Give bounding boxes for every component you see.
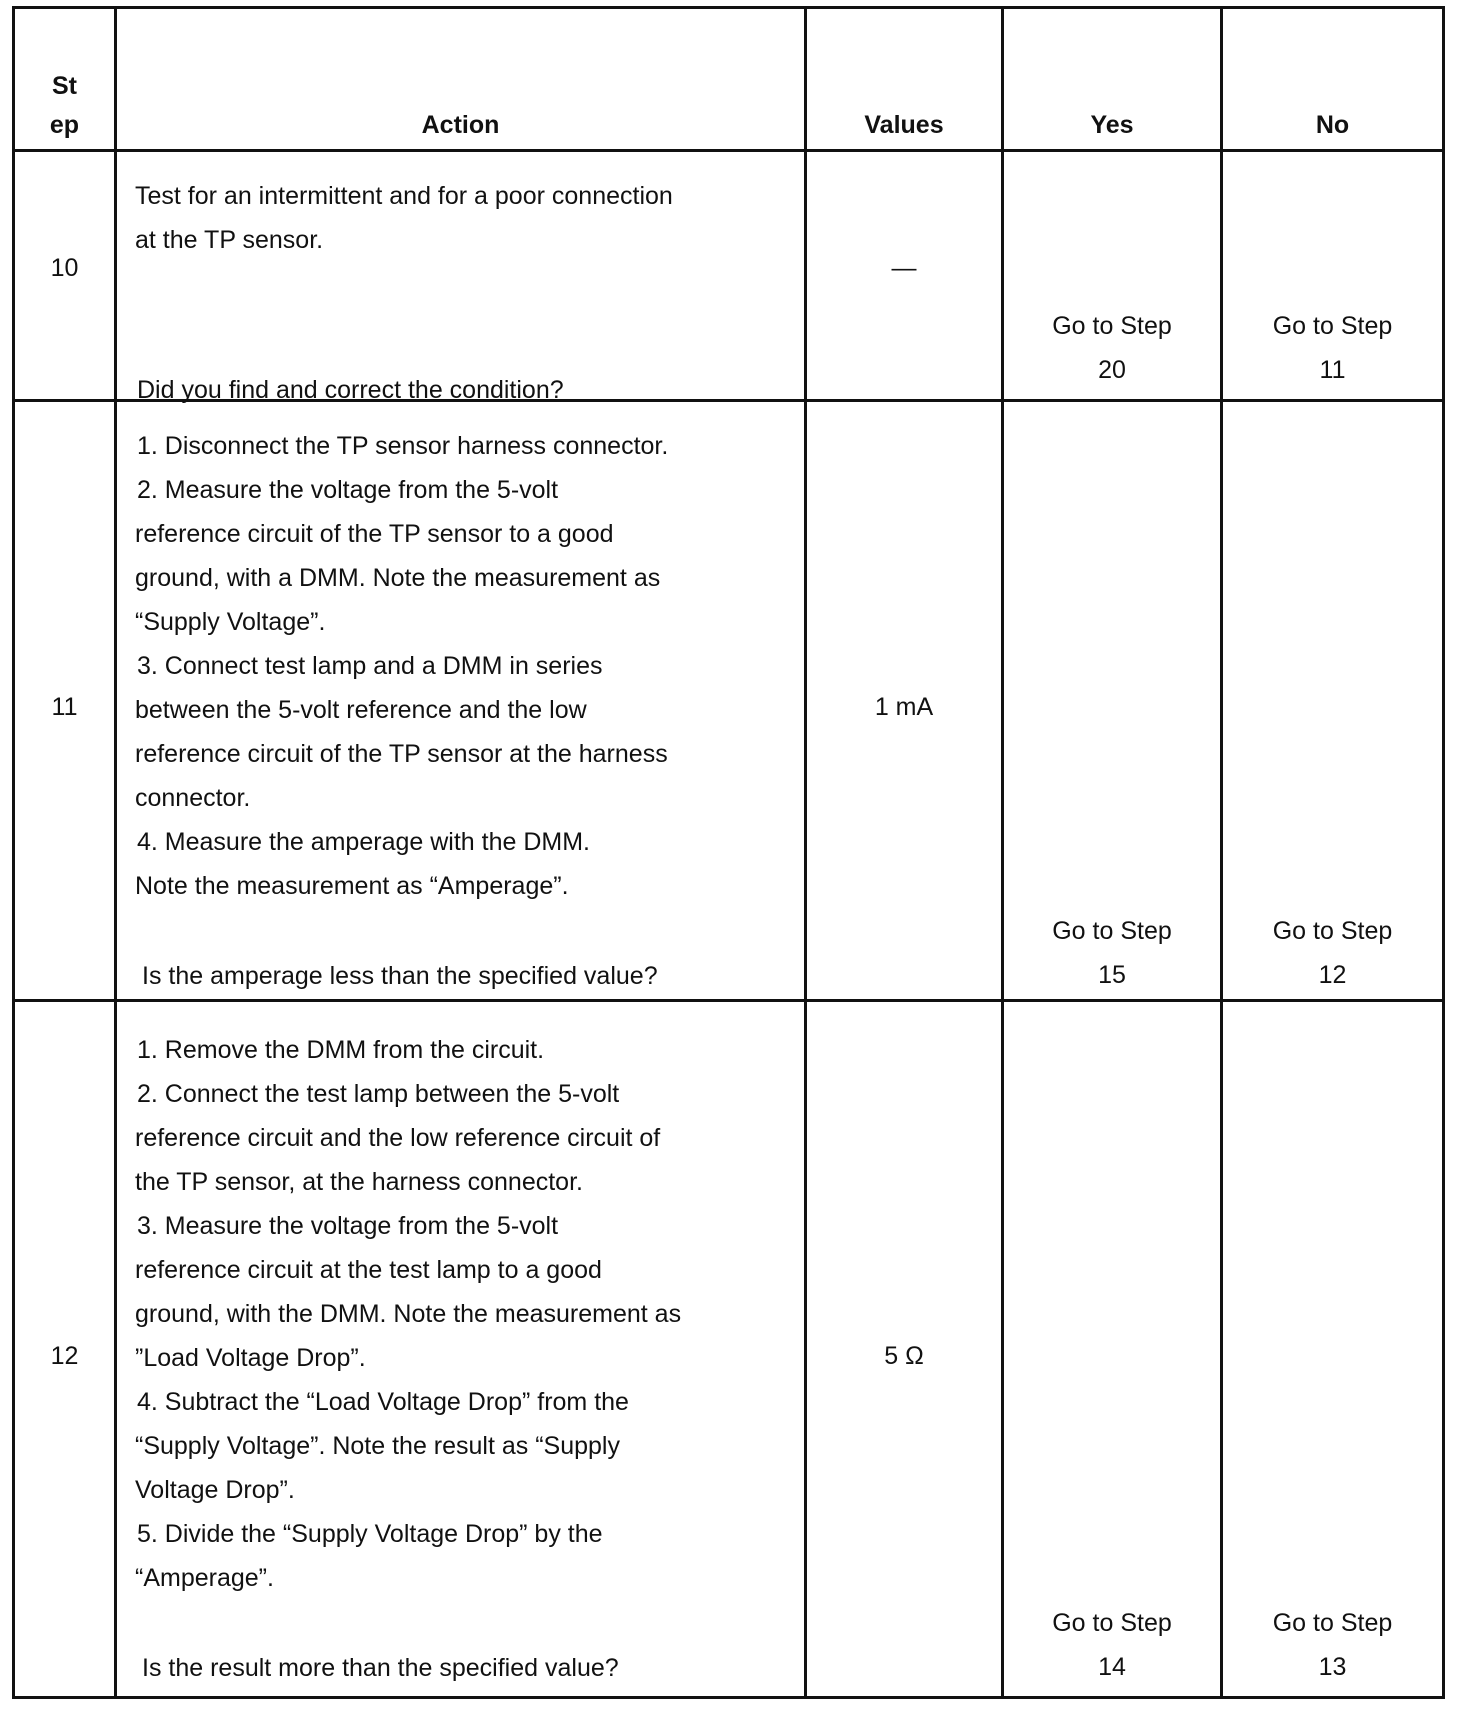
action-line: connector.: [135, 784, 251, 812]
action-line: 4. Measure the amperage with the DMM.: [137, 828, 590, 856]
column-divider: [1220, 9, 1223, 1696]
action-line: between the 5-volt reference and the low: [135, 696, 587, 724]
action-line: Test for an intermittent and for a poor connection: [135, 182, 673, 210]
action-line: “Amperage”.: [135, 1564, 274, 1592]
yes-cell-line1: Go to Step: [1052, 917, 1172, 945]
action-question: Is the result more than the specified value?: [142, 1654, 619, 1682]
value-cell: —: [891, 254, 917, 282]
header-step-line1: St: [52, 72, 77, 100]
diagnostic-table: [12, 6, 1445, 1699]
action-line: 1. Remove the DMM from the circuit.: [137, 1036, 545, 1064]
step-number: 12: [50, 1342, 79, 1370]
action-line: Note the measurement as “Amperage”.: [135, 872, 569, 900]
action-line: 2. Connect the test lamp between the 5-volt: [137, 1080, 620, 1108]
header-yes: Yes: [1090, 111, 1134, 139]
value-cell: 5 Ω: [884, 1342, 924, 1370]
action-line: 4. Subtract the “Load Voltage Drop” from the: [137, 1388, 629, 1416]
action-line: 2. Measure the voltage from the 5-volt: [137, 476, 559, 504]
yes-cell-line2: 20: [1098, 356, 1126, 384]
action-question: Is the amperage less than the specified value?: [142, 962, 658, 990]
action-line: 1. Disconnect the TP sensor harness connector.: [137, 432, 669, 460]
no-cell-line2: 13: [1318, 1653, 1347, 1681]
action-line: at the TP sensor.: [135, 226, 324, 254]
yes-cell-line2: 14: [1098, 1653, 1126, 1681]
action-line: “Supply Voltage”. Note the result as “Supply: [135, 1432, 620, 1460]
action-line: Voltage Drop”.: [135, 1476, 295, 1504]
action-line: 3. Connect test lamp and a DMM in series: [137, 652, 603, 680]
action-line: reference circuit at the test lamp to a good: [135, 1256, 602, 1284]
action-line: 3. Measure the voltage from the 5-volt: [137, 1212, 559, 1240]
action-line: ground, with the DMM. Note the measurement as: [135, 1300, 682, 1328]
header-no: No: [1315, 111, 1350, 139]
no-cell-line2: 12: [1318, 961, 1347, 989]
column-divider: [114, 9, 117, 1696]
action-line: reference circuit and the low reference circuit of: [135, 1124, 661, 1152]
yes-cell-line2: 15: [1098, 961, 1126, 989]
action-line: 5. Divide the “Supply Voltage Drop” by the: [137, 1520, 603, 1548]
header-action: Action: [421, 111, 500, 139]
action-line: ”Load Voltage Drop”.: [135, 1344, 366, 1372]
step-number: 10: [50, 254, 79, 282]
no-cell-line1: Go to Step: [1272, 1609, 1393, 1637]
column-divider: [1001, 9, 1004, 1696]
action-line: reference circuit of the TP sensor at the harness: [135, 740, 668, 768]
action-line: reference circuit of the TP sensor to a good: [135, 520, 614, 548]
step-number: 11: [51, 693, 78, 721]
yes-cell-line1: Go to Step: [1052, 312, 1172, 340]
yes-cell-line1: Go to Step: [1052, 1609, 1172, 1637]
value-cell: 1 mA: [874, 693, 934, 721]
action-line: the TP sensor, at the harness connector.: [135, 1168, 583, 1196]
no-cell-line1: Go to Step: [1272, 312, 1393, 340]
action-question: Did you find and correct the condition?: [137, 376, 564, 404]
header-step-line2: ep: [49, 111, 80, 139]
no-cell-line1: Go to Step: [1272, 917, 1393, 945]
action-line: “Supply Voltage”.: [135, 608, 326, 636]
no-cell-line2: 11: [1319, 356, 1346, 384]
header-values: Values: [864, 111, 944, 139]
action-line: ground, with a DMM. Note the measurement as: [135, 564, 661, 592]
row-divider: [15, 149, 1442, 152]
row-divider: [15, 999, 1442, 1002]
